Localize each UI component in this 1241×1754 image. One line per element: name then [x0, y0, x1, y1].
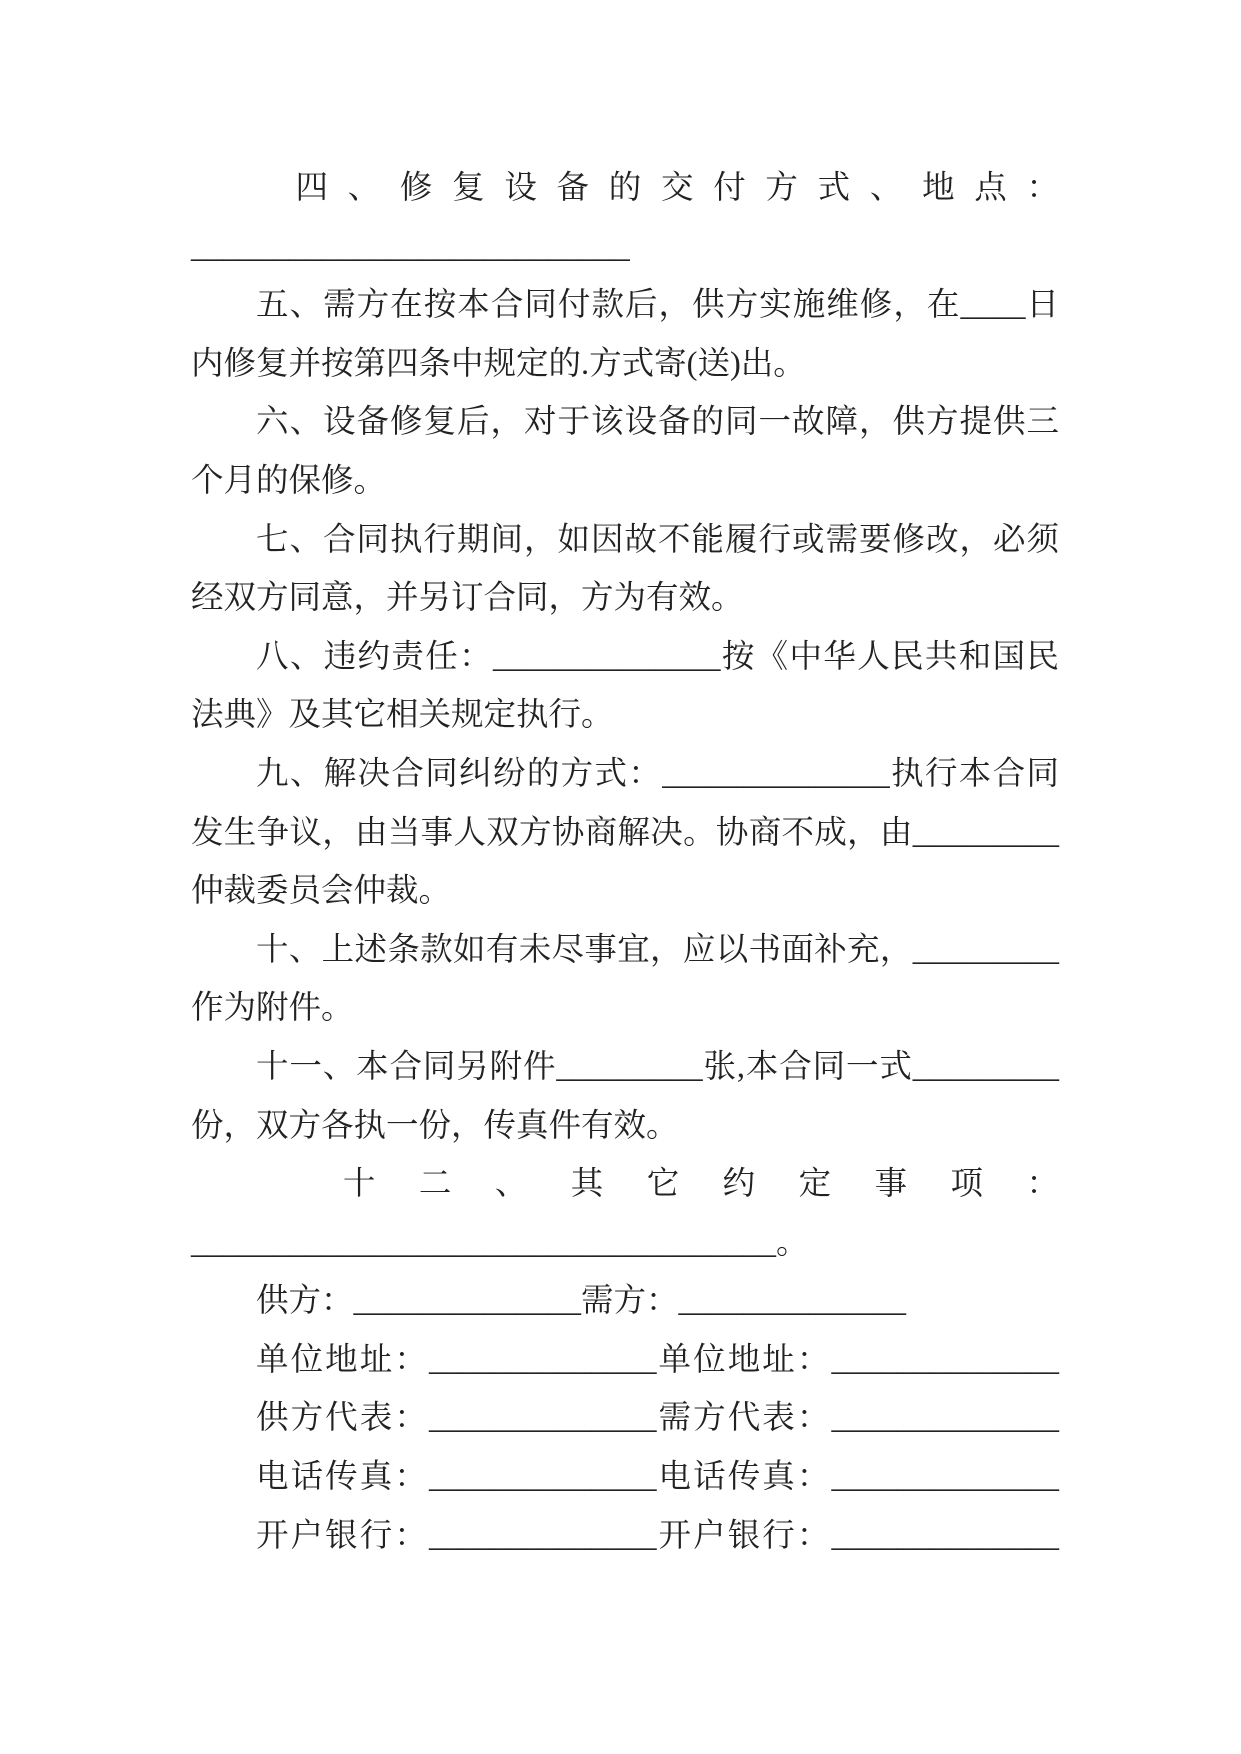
heading-char: 定 [798, 1166, 832, 1203]
heading-char: 、 [869, 170, 903, 206]
heading-char: 方 [765, 170, 798, 206]
heading-char: 四 [295, 170, 328, 206]
buyer-phone-blank: ______________ [831, 1459, 1059, 1496]
heading-char: 修 [399, 170, 433, 206]
heading-char: 设 [504, 170, 537, 206]
contract-page [191, 159, 1059, 1565]
buyer-rep-label: 需方代表： [656, 1400, 832, 1437]
buyer-label: 需方： [581, 1283, 679, 1320]
buyer-address-blank: ______________ [831, 1341, 1059, 1378]
clause-5-line-2: 内修复并按第四条中规定的.方式寄(送)出。 [191, 345, 806, 382]
heading-char: 它 [646, 1166, 680, 1203]
buyer-phone-label: 电话传真： [656, 1459, 832, 1496]
heading-char: 付 [713, 170, 746, 206]
heading-char: 项 [950, 1166, 984, 1203]
buyer-bank-label: 开户银行： [656, 1517, 832, 1554]
heading-char: 交 [660, 170, 694, 206]
clause-11-line-2: 份，双方各执一份，传真件有效。 [191, 1107, 679, 1144]
heading-char: 点 [974, 170, 1007, 206]
buyer-address-label: 单位地址： [656, 1341, 832, 1378]
clause-8-line-2: 法典》及其它相关规定执行。 [191, 697, 614, 734]
clause-12-blank-line: ____________________________________。 [191, 1224, 809, 1261]
buyer-blank: ______________ [678, 1283, 907, 1320]
signature-row-phone-fax [191, 1448, 1059, 1507]
supplier-address-blank: ______________ [428, 1341, 657, 1378]
clause-4-heading [191, 159, 1059, 218]
heading-char: 、 [494, 1166, 528, 1203]
heading-char: 二 [418, 1166, 452, 1203]
supplier-phone-blank: ______________ [428, 1459, 657, 1496]
clause-9-line-2: 发生争议，由当事人双方协商解决。协商不成，由_________ [191, 814, 1059, 851]
supplier-bank-label: 开户银行： [256, 1517, 429, 1554]
heading-char: 约 [722, 1166, 756, 1203]
clause-8-line-1: 八、违约责任：______________按《中华人民共和国民 [256, 638, 1059, 675]
clause-10-line-2: 作为附件。 [191, 990, 354, 1027]
heading-char: 式 [817, 170, 851, 206]
heading-char: 地 [922, 170, 955, 206]
clause-9-line-3: 仲裁委员会仲裁。 [191, 873, 452, 910]
clause-6-line-2: 个月的保修。 [191, 462, 387, 499]
heading-char: 十 [342, 1166, 376, 1203]
supplier-blank: ______________ [353, 1283, 582, 1320]
clause-6-line-1: 六、设备修复后，对于该设备的同一故障，供方提供三 [256, 404, 1059, 441]
buyer-rep-blank: ______________ [831, 1400, 1059, 1437]
heading-char: ： [1026, 1166, 1059, 1203]
heading-char: 、 [347, 170, 381, 206]
heading-char: ： [1026, 170, 1060, 206]
heading-char: 其 [570, 1166, 604, 1203]
clause-5-line-1: 五、需方在按本合同付款后，供方实施维修，在____日 [256, 287, 1059, 324]
supplier-phone-label: 电话传真： [256, 1459, 429, 1496]
supplier-rep-blank: ______________ [428, 1400, 657, 1437]
clause-9-line-1: 九、解决合同纠纷的方式：______________执行本合同 [256, 755, 1059, 792]
clause-4-blank-line: ___________________________ [191, 228, 630, 265]
heading-char: 复 [452, 170, 485, 206]
clause-7-line-1: 七、合同执行期间，如因故不能履行或需要修改，必须 [256, 521, 1059, 558]
heading-char: 的 [608, 170, 642, 206]
clause-7-line-2: 经双方同意，并另订合同，方为有效。 [191, 580, 744, 617]
signature-row-parties [191, 1272, 1059, 1331]
heading-char: 备 [556, 170, 590, 206]
supplier-bank-blank: ______________ [428, 1517, 657, 1554]
signature-row-bank [191, 1507, 1059, 1566]
signature-row-representative [191, 1389, 1059, 1448]
buyer-bank-blank: ______________ [831, 1517, 1059, 1554]
heading-char: 事 [874, 1166, 908, 1203]
supplier-label: 供方： [256, 1283, 354, 1320]
signature-row-address [191, 1331, 1059, 1390]
supplier-address-label: 单位地址： [256, 1341, 429, 1378]
clause-12-heading [191, 1155, 1059, 1214]
clause-10-line-1: 十、上述条款如有未尽事宜，应以书面补充，_________ [256, 931, 1059, 968]
supplier-rep-label: 供方代表： [256, 1400, 429, 1437]
clause-11-line-1: 十一、本合同另附件_________张,本合同一式_________ [256, 1048, 1059, 1085]
